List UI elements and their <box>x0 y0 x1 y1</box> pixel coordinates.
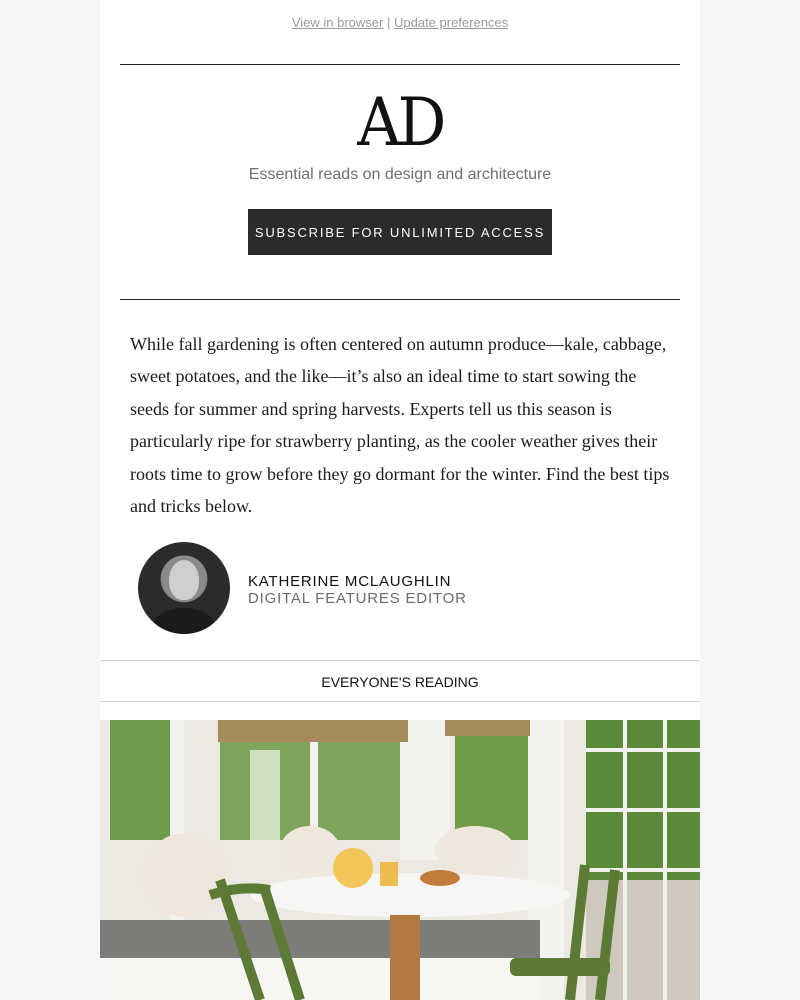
header-separator: | <box>386 15 391 30</box>
email-body <box>100 0 700 1000</box>
update-preferences-link[interactable]: Update preferences <box>393 15 509 30</box>
header-links <box>100 15 700 30</box>
breakfast-nook-illustration <box>100 720 700 1000</box>
author-avatar <box>138 542 230 634</box>
hero-image[interactable] <box>100 720 700 1000</box>
subscribe-button[interactable]: SUBSCRIBE FOR UNLIMITED ACCESS <box>248 209 552 255</box>
avatar-face <box>169 560 199 600</box>
author-name: KATHERINE MCLAUGHLIN <box>248 573 452 590</box>
author-role: DIGITAL FEATURES EDITOR <box>248 590 467 607</box>
top-divider <box>120 64 680 65</box>
section-heading: EVERYONE'S READING <box>100 660 700 702</box>
tagline: Essential reads on design and architecture <box>248 166 552 183</box>
middle-divider <box>120 299 680 300</box>
ad-logo[interactable]: AD <box>357 84 443 161</box>
view-in-browser-link[interactable]: View in browser <box>291 15 384 30</box>
intro-paragraph: While fall gardening is often centered on autumn produce—kale, cabbage, sweet potatoes, and the like—it’s also an ideal time to start sowing the seeds for summer and spring harvests. Experts tell us this season is particularly ripe for strawberry planting, as the cooler weather gives their roots time to grow before they go dormant for the winter. Find the best tips and tricks below. <box>130 334 670 517</box>
avatar-shoulders <box>152 608 216 634</box>
